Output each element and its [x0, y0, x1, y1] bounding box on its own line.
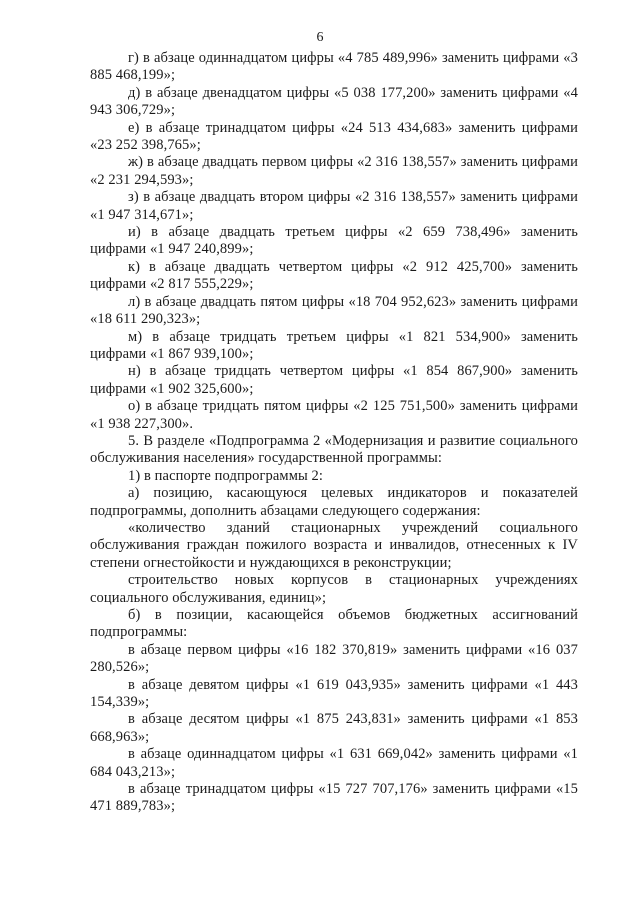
paragraph: з) в абзаце двадцать втором цифры «2 316 138,557» заменить цифрами «1 947 314,671»;: [90, 189, 578, 223]
paragraph: б) в позиции, касающейся объемов бюджетных ассигнований подпрограммы:: [90, 607, 578, 641]
paragraph: к) в абзаце двадцать четвертом цифры «2 912 425,700» заменить цифрами «2 817 555,229»;: [90, 258, 578, 293]
paragraph: а) позицию, касающуюся целевых индикаторов и показателей подпрограммы, дополнить абзацами следующего содержания:: [90, 485, 578, 519]
paragraph: в абзаце одиннадцатом цифры «1 631 669,042» заменить цифрами «1 684 043,213»;: [90, 746, 578, 780]
quoted-paragraph: строительство новых корпусов в стационарных учреждениях социального обслуживания, единиц»;: [90, 572, 578, 606]
paragraph: е) в абзаце тринадцатом цифры «24 513 434,683» заменить цифрами «23 252 398,765»;: [90, 119, 578, 154]
paragraph: л) в абзаце двадцать пятом цифры «18 704 952,623» заменить цифрами «18 611 290,323»;: [90, 293, 578, 328]
paragraph: о) в абзаце тридцать пятом цифры «2 125 751,500» заменить цифрами «1 938 227,300».: [90, 398, 578, 432]
paragraph: г) в абзаце одиннадцатом цифры «4 785 489,996» заменить цифрами «3 885 468,199»;: [90, 50, 578, 84]
paragraph: и) в абзаце двадцать третьем цифры «2 659 738,496» заменить цифрами «1 947 240,899»;: [90, 224, 578, 258]
paragraph: в абзаце тринадцатом цифры «15 727 707,176» заменить цифрами «15 471 889,783»;: [90, 781, 578, 815]
paragraph: 1) в паспорте подпрограммы 2:: [128, 467, 324, 484]
paragraph: н) в абзаце тридцать четвертом цифры «1 854 867,900» заменить цифрами «1 902 325,600»;: [90, 363, 578, 397]
paragraph: в абзаце первом цифры «16 182 370,819» заменить цифрами «16 037 280,526»;: [90, 641, 578, 676]
paragraph: м) в абзаце тридцать третьем цифры «1 821 534,900» заменить цифрами «1 867 939,100»;: [90, 328, 578, 362]
quoted-paragraph: «количество зданий стационарных учреждений социального обслуживания граждан пожилого возраста и инвалидов, отнесенных к IV степени огнестойкости и нуждающихся в реконструкции;: [90, 519, 578, 571]
paragraph: в абзаце девятом цифры «1 619 043,935» заменить цифрами «1 443 154,339»;: [90, 676, 578, 711]
document-body: [90, 50, 578, 816]
section-heading-paragraph: 5. В разделе «Подпрограмма 2 «Модернизация и развитие социального обслуживания населения» государственной программы:: [90, 432, 578, 467]
paragraph: д) в абзаце двенадцатом цифры «5 038 177,200» заменить цифрами «4 943 306,729»;: [90, 84, 578, 119]
paragraph: в абзаце десятом цифры «1 875 243,831» заменить цифрами «1 853 668,963»;: [90, 711, 578, 745]
page-number: 6: [316, 30, 324, 45]
paragraph: ж) в абзаце двадцать первом цифры «2 316 138,557» заменить цифрами «2 231 294,593»;: [90, 154, 578, 188]
